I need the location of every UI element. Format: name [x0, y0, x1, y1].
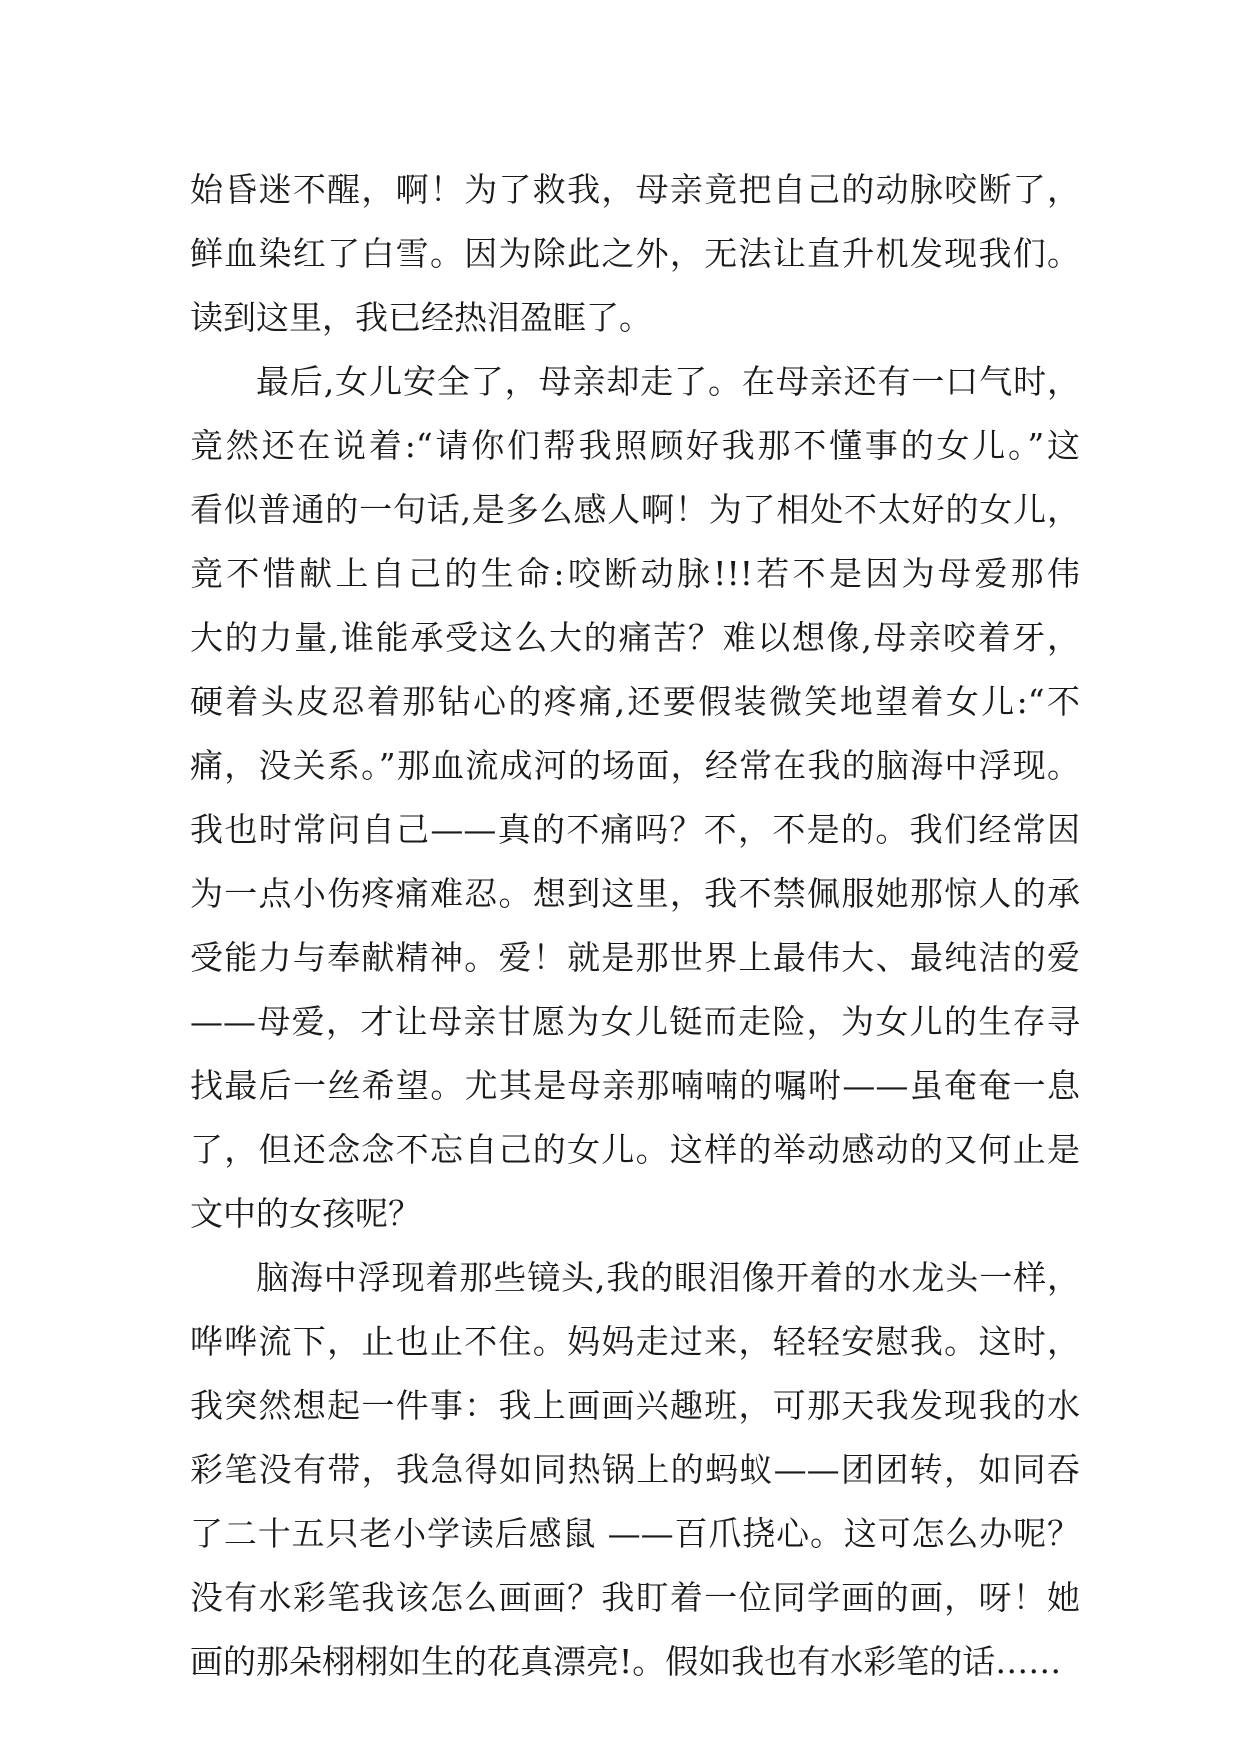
text-line: 文中的女孩呢？	[190, 1194, 421, 1233]
text-line: 最后,女儿安全了，母亲却走了。在母亲还有一口气时，	[256, 362, 1080, 401]
text-line: 读到这里，我已经热泪盈眶了。	[190, 298, 652, 337]
text-line: 画的那朵栩栩如生的花真漂亮!。假如我也有水彩笔的话……	[190, 1642, 1062, 1681]
text-line: 哗哗流下，止也止不住。妈妈走过来，轻轻安慰我。这时，	[190, 1322, 1080, 1361]
text-line: 脑海中浮现着那些镜头,我的眼泪像开着的水龙头一样，	[256, 1258, 1080, 1297]
text-line: 了，但还念念不忘自己的女儿。这样的举动感动的又何止是	[190, 1130, 1080, 1169]
text-line: 受能力与奉献精神。爱！就是那世界上最伟大、最纯洁的爱	[190, 938, 1080, 977]
text-line: 为一点小伤疼痛难忍。想到这里，我不禁佩服她那惊人的承	[190, 874, 1080, 913]
text-line: 鲜血染红了白雪。因为除此之外，无法让直升机发现我们。	[190, 234, 1080, 273]
text-line: 痛，没关系。”那血流成河的场面，经常在我的脑海中浮现。	[190, 746, 1080, 785]
text-line: 彩笔没有带，我急得如同热锅上的蚂蚁——团团转，如同吞	[190, 1450, 1080, 1489]
text-line: 竟不惜献上自己的生命:咬断动脉!!!若不是因为母爱那伟	[190, 554, 1080, 593]
text-line: 了二十五只老小学读后感鼠 ——百爪挠心。这可怎么办呢？	[190, 1514, 1080, 1553]
text-line: 竟然还在说着:“请你们帮我照顾好我那不懂事的女儿。”这	[190, 426, 1080, 465]
text-line: 找最后一丝希望。尤其是母亲那喃喃的嘱咐——虽奄奄一息	[190, 1066, 1080, 1105]
text-line: 没有水彩笔我该怎么画画？我盯着一位同学画的画，呀！她	[190, 1578, 1080, 1617]
text-line: 看似普通的一句话,是多么感人啊！为了相处不太好的女儿，	[190, 490, 1080, 529]
text-line: 硬着头皮忍着那钻心的疼痛,还要假装微笑地望着女儿:“不	[190, 682, 1080, 721]
text-line: 始昏迷不醒，啊！为了救我，母亲竟把自己的动脉咬断了，	[190, 170, 1080, 209]
text-line: 我也时常问自己——真的不痛吗？不，不是的。我们经常因	[190, 810, 1080, 849]
body-text	[190, 158, 1080, 1694]
text-line: 大的力量,谁能承受这么大的痛苦？难以想像,母亲咬着牙，	[190, 618, 1080, 657]
text-line: 我突然想起一件事：我上画画兴趣班，可那天我发现我的水	[190, 1386, 1080, 1425]
text-line: ——母爱，才让母亲甘愿为女儿铤而走险，为女儿的生存寻	[190, 1002, 1080, 1041]
